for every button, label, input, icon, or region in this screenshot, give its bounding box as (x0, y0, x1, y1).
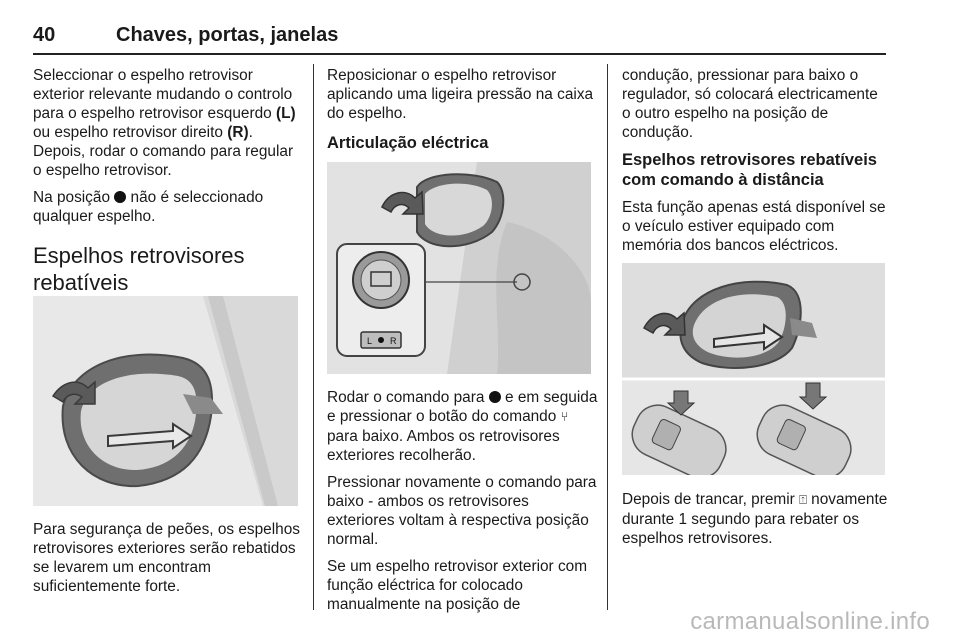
header-rule (33, 53, 886, 55)
section-heading-folding-mirrors: Espelhos retrovisores rebatíveis (33, 243, 245, 295)
neutral-dot-icon (489, 391, 501, 403)
paragraph-neutral-position (33, 188, 305, 226)
text: Rodar o comando para (327, 389, 489, 406)
lock-button-icon: ⍐ (799, 493, 807, 508)
text: ou espelho retrovisor direito (33, 124, 228, 141)
paragraph-manual-position: Se um espelho retrovisor exterior com função eléctrica for colocado manualmente na posição de (327, 558, 588, 613)
watermark: carmanualsonline.info (690, 608, 930, 635)
switch-label-l: L (367, 336, 373, 346)
paragraph-reposition: Reposicionar o espelho retrovisor aplicando uma ligeira pressão na caixa do espelho. (327, 67, 594, 122)
column-1 (33, 66, 305, 296)
text: Seleccionar o espelho retrovisor exterior relevante mudando o controlo para o espelho retrovisor esquerdo (33, 67, 293, 122)
figure-mirror-switch (327, 162, 591, 374)
bold-r: (R) (227, 124, 249, 141)
column-2 (327, 66, 599, 153)
column-1-lower (33, 520, 305, 604)
text: . Depois, rodar o comando para regular o espelho retrovisor. (33, 124, 294, 179)
column-divider-1 (313, 64, 314, 610)
column-2-lower (327, 388, 599, 622)
page-number: 40 (33, 24, 56, 46)
text: Na posição (33, 189, 115, 206)
text: e em seguida e pressionar o botão do comando (327, 389, 598, 425)
fold-mirror-icon: ⑂ (560, 410, 569, 425)
section-heading-electric-folding: Articulação eléctrica (327, 134, 489, 152)
column-divider-2 (607, 64, 608, 610)
text: novamente durante 1 segundo para rebater os espelhos retrovisores. (622, 491, 888, 547)
page-title: Chaves, portas, janelas (116, 24, 339, 46)
text: Depois de trancar, premir (622, 491, 800, 508)
paragraph-availability: Esta função apenas está disponível se o veículo estiver equipado com memória dos bancos eléctricos. (622, 199, 886, 254)
paragraph-rotate-control (327, 388, 599, 465)
text: para baixo. Ambos os retrovisores exteriores recolherão. (327, 428, 560, 464)
paragraph-pedestrian-safety: Para segurança de peões, os espelhos retrovisores exteriores serão rebatidos se levarem um encontram suficientemente forte. (33, 521, 300, 595)
section-heading-remote-folding: Espelhos retrovisores rebatíveis com comando à distância (622, 151, 877, 189)
figure-mirror-fold (33, 296, 298, 506)
figure-remote-fold (622, 263, 885, 475)
paragraph-select-mirror (33, 66, 305, 180)
bold-l: (L) (275, 105, 296, 122)
text: não é seleccionado qualquer espelho. (33, 189, 264, 225)
switch-label-r: R (390, 336, 397, 346)
paragraph-after-locking (622, 490, 890, 548)
paragraph-press-again: Pressionar novamente o comando para baixo - ambos os retrovisores exteriores voltam à respectiva posição normal. (327, 474, 597, 548)
neutral-dot-icon (114, 191, 126, 203)
column-3-lower (622, 490, 890, 556)
paragraph-driving-position: condução, pressionar para baixo o regulador, só colocará electricamente o outro espelho na posição de condução. (622, 67, 878, 141)
column-3 (622, 66, 890, 263)
